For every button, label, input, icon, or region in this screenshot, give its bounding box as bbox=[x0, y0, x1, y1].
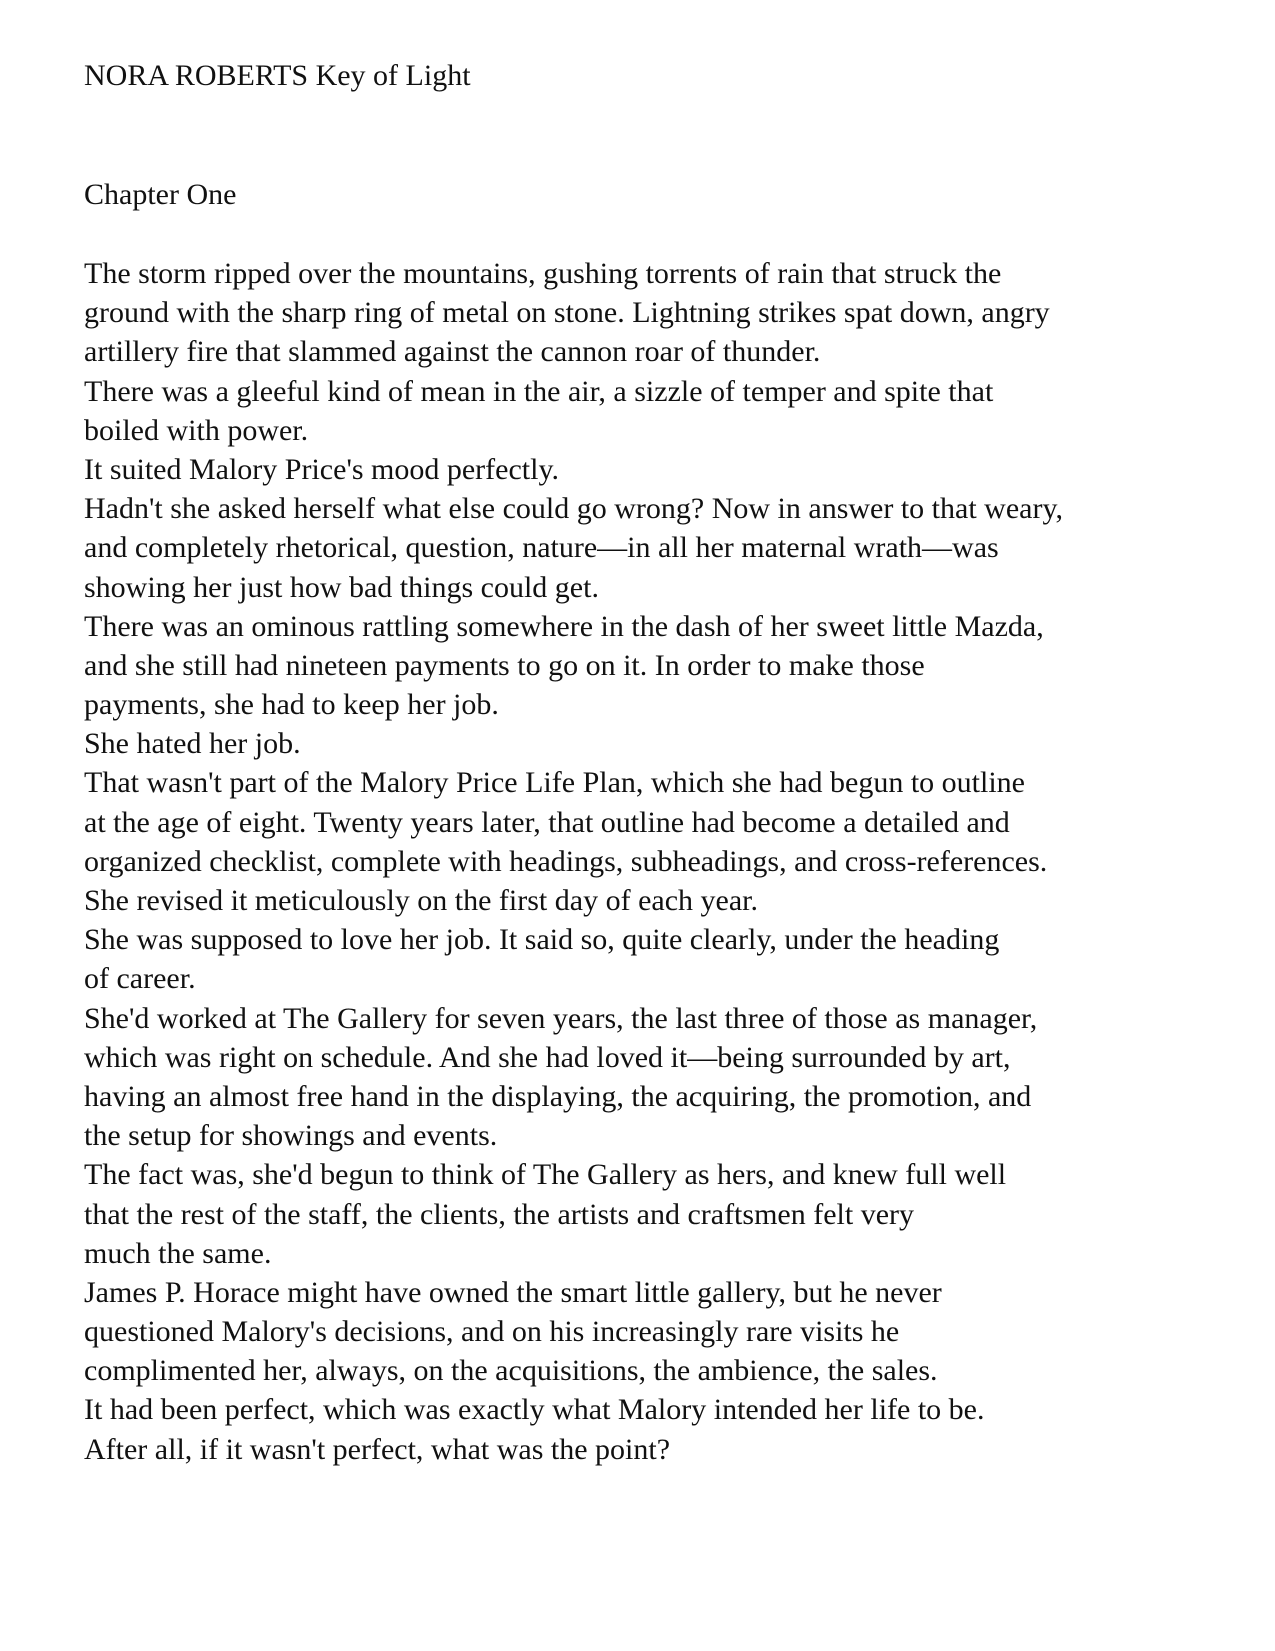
text-line: ground with the sharp ring of metal on stone. Lightning strikes spat down, angry bbox=[84, 296, 1050, 330]
text-line: the setup for showings and events. bbox=[84, 1119, 498, 1153]
text-line: questioned Malory's decisions, and on his increasingly rare visits he bbox=[84, 1315, 900, 1349]
text-line: She hated her job. bbox=[84, 727, 301, 761]
text-line: that the rest of the staff, the clients, the artists and craftsmen felt very bbox=[84, 1197, 914, 1231]
text-line: artillery fire that slammed against the cannon roar of thunder. bbox=[84, 335, 821, 369]
text-line: There was an ominous rattling somewhere in the dash of her sweet little Mazda, bbox=[84, 609, 1044, 643]
text-line: The fact was, she'd begun to think of The Gallery as hers, and knew full well bbox=[84, 1158, 1007, 1192]
book-header: NORA ROBERTS Key of Light bbox=[84, 59, 471, 92]
text-line: After all, if it wasn't perfect, what was the point? bbox=[84, 1432, 671, 1466]
text-line: It suited Malory Price's mood perfectly. bbox=[84, 452, 560, 486]
text-line: James P. Horace might have owned the smart little gallery, but he never bbox=[84, 1275, 942, 1309]
text-line: There was a gleeful kind of mean in the air, a sizzle of temper and spite that bbox=[84, 374, 994, 408]
text-line: payments, she had to keep her job. bbox=[84, 688, 499, 722]
text-line: complimented her, always, on the acquisitions, the ambience, the sales. bbox=[84, 1354, 938, 1388]
text-line: of career. bbox=[84, 962, 196, 996]
text-line: at the age of eight. Twenty years later, that outline had become a detailed and bbox=[84, 805, 1010, 839]
text-line: She was supposed to love her job. It said so, quite clearly, under the heading bbox=[84, 923, 1000, 957]
text-line: which was right on schedule. And she had loved it—being surrounded by art, bbox=[84, 1040, 1011, 1074]
text-line: having an almost free hand in the displaying, the acquiring, the promotion, and bbox=[84, 1079, 1032, 1113]
text-line: and completely rhetorical, question, nature—in all her maternal wrath—was bbox=[84, 531, 999, 565]
text-line: It had been perfect, which was exactly what Malory intended her life to be. bbox=[84, 1393, 985, 1427]
text-line: Hadn't she asked herself what else could go wrong? Now in answer to that weary, bbox=[84, 492, 1063, 526]
text-line: showing her just how bad things could get. bbox=[84, 570, 599, 604]
text-line: She revised it meticulously on the first day of each year. bbox=[84, 884, 758, 917]
text-line: The storm ripped over the mountains, gushing torrents of rain that struck the bbox=[84, 257, 1002, 290]
chapter-title: Chapter One bbox=[84, 178, 237, 211]
text-line: organized checklist, complete with headings, subheadings, and cross-references. bbox=[84, 844, 1048, 878]
text-line: and she still had nineteen payments to go on it. In order to make those bbox=[84, 648, 925, 682]
text-line: boiled with power. bbox=[84, 413, 309, 447]
text-line: much the same. bbox=[84, 1236, 272, 1270]
body-text bbox=[84, 254, 1224, 1469]
text-line: She'd worked at The Gallery for seven years, the last three of those as manager, bbox=[84, 1001, 1038, 1035]
text-line: That wasn't part of the Malory Price Life Plan, which she had begun to outline bbox=[84, 766, 1026, 800]
